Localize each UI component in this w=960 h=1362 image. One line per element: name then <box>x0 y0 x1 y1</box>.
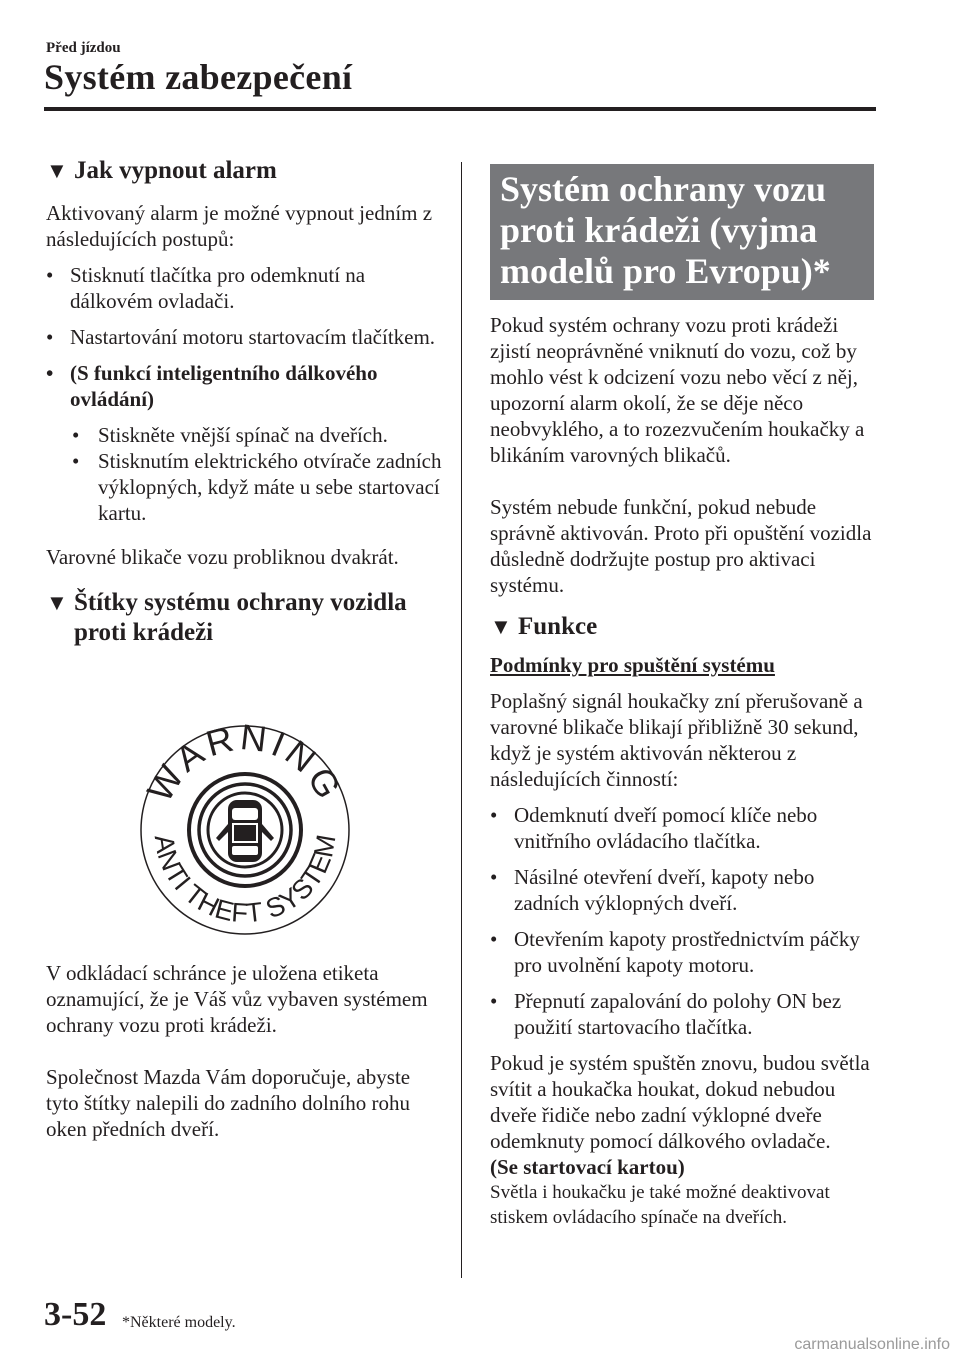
paragraph: Pokud systém ochrany vozu proti krádeži zjistí neoprávněné vniknutí do vozu, což by mohlo vést k odcizení vozu nebo věcí z něj, upozorní alarm okolí, že se děje něco neobvyklého, a to rozezvučením houkačky a blikáním varovných blikačů. <box>490 313 865 467</box>
list-item-text: Otevřením kapoty prostřednictvím páčky pro uvolnění kapoty motoru. <box>514 927 860 977</box>
paragraph: Systém nebude funkční, pokud nebude správně aktivován. Proto při opuštění vozidla důsledně dodržujte postup pro aktivaci systému. <box>490 495 872 597</box>
list-item <box>490 988 880 1040</box>
footnote: *Některé modely. <box>122 1314 236 1331</box>
triangle-down-icon: ▼ <box>46 158 68 183</box>
triangle-down-icon: ▼ <box>46 590 68 615</box>
paragraph-small: Světla i houkačku je také možné deaktivovat stiskem ovládacího spínače na dveřích. <box>490 1182 830 1228</box>
list-item-text: Stisknutím elektrického otvírače zadních výklopných, když máte u sebe startovací kartu. <box>98 449 442 525</box>
page-number: 3-52 <box>44 1296 107 1333</box>
section-heading-text: Funkce <box>518 613 598 640</box>
title-rule <box>44 107 876 111</box>
list-item <box>490 864 880 916</box>
sub-list-item <box>72 422 446 448</box>
list-item <box>46 262 446 314</box>
section-banner: Systém ochrany vozu proti krádeži (vyjma modelů pro Evropu)* <box>490 164 874 300</box>
list-item-text: Stiskněte vnější spínač na dveřích. <box>98 423 388 447</box>
section-heading-disable-alarm <box>46 156 446 186</box>
left-column <box>46 156 446 1142</box>
bullet-icon: • <box>490 927 498 951</box>
paragraph: V odkládací schránce je uložena etiketa oznamující, že je Váš vůz vybaven systémem ochrany vozu proti krádeži. <box>46 961 428 1037</box>
subheading-trigger-conditions: Podmínky pro spuštění systému <box>490 653 775 677</box>
column-divider <box>461 162 462 1278</box>
list-item-text: Stisknutí tlačítka pro odemknutí na dálkovém ovladači. <box>70 263 366 313</box>
paragraph: Varovné blikače vozu probliknou dvakrát. <box>46 545 399 569</box>
anti-theft-label-icon <box>135 720 355 940</box>
list-item <box>46 324 446 350</box>
list-item-text: Nastartování motoru startovacím tlačítkem. <box>70 325 436 349</box>
smart-key-note-heading: (Se startovací kartou) <box>490 1155 685 1179</box>
right-column <box>490 164 880 1230</box>
list-item <box>46 360 446 412</box>
label-figure <box>46 648 446 960</box>
section-heading-text: Jak vypnout alarm <box>74 157 277 184</box>
paragraph: Pokud je systém spuštěn znovu, budou světla svítit a houkačka houkat, dokud nebudou dveře řidiče nebo zadní výklopné dveře odemknuty pomocí dálkového ovladače. <box>490 1051 870 1153</box>
paragraph: Poplašný signál houkačky zní přerušovaně a varovné blikače blikají přibližně 30 sekund, když je systém aktivován některou z následujících činností: <box>490 689 863 791</box>
section-heading-function <box>490 612 880 642</box>
page-title: Systém zabezpečení <box>44 57 353 97</box>
list-item <box>490 926 880 978</box>
running-head: Před jízdou <box>46 40 121 56</box>
bullet-icon: • <box>46 263 54 287</box>
paragraph: Aktivovaný alarm je možné vypnout jedním z následujících postupů: <box>46 201 433 251</box>
list-item-text: Násilné otevření dveří, kapoty nebo zadních výklopných dveří. <box>514 865 815 915</box>
label-bottom-text: ANTI THEFT SYSTEM <box>148 832 342 929</box>
bullet-icon: • <box>490 989 498 1013</box>
triangle-down-icon: ▼ <box>490 614 512 639</box>
bullet-icon: • <box>490 803 498 827</box>
bullet-icon: • <box>46 361 54 385</box>
watermark: carmanualsonline.info <box>794 1336 950 1353</box>
list-item-text: Přepnutí zapalování do polohy ON bez použití startovacího tlačítka. <box>514 989 842 1039</box>
sub-list-item <box>72 448 446 526</box>
sub-bullet-list <box>46 422 446 526</box>
bullet-icon: • <box>72 423 80 447</box>
list-item <box>490 802 880 854</box>
list-item-text: Odemknutí dveří pomocí klíče nebo vnitřního ovládacího tlačítka. <box>514 803 818 853</box>
bullet-icon: • <box>46 325 54 349</box>
section-heading-labels <box>46 588 446 648</box>
bullet-icon: • <box>72 449 80 473</box>
label-top-text: WARNING <box>138 720 352 809</box>
paragraph: Společnost Mazda Vám doporučuje, abyste tyto štítky nalepili do zadního dolního rohu oken předních dveří. <box>46 1065 411 1141</box>
bullet-icon: • <box>490 865 498 889</box>
section-heading-text: Štítky systému ochrany vozidla proti krádeži <box>74 589 407 646</box>
bullet-list <box>490 802 880 1040</box>
bullet-list <box>46 262 446 412</box>
list-item-text: (S funkcí inteligentního dálkového ovládání) <box>70 361 378 411</box>
